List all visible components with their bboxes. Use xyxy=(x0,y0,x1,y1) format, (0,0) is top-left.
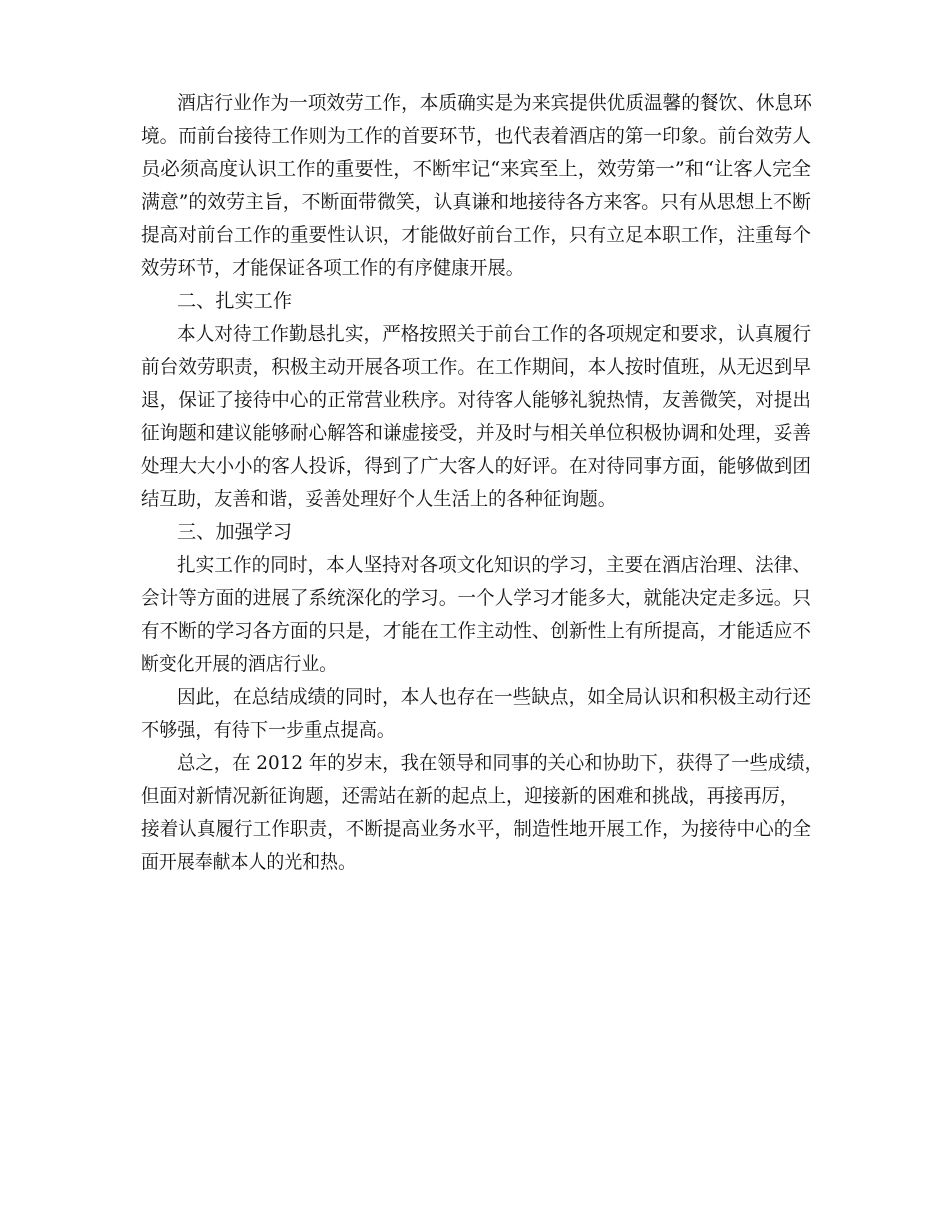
line-text: 员必须高度认识工作的重要性，不断牢记“来宾至上，效劳第一”和“让客人完全 xyxy=(141,158,812,180)
line-text: 不够强，有待下一步重点提高。 xyxy=(141,719,395,741)
text-line xyxy=(0,187,950,217)
line-text: 因此，在总结成绩的同时，本人也存在一些缺点，如全局认识和积极主动行还 xyxy=(177,686,811,708)
text-line xyxy=(0,88,950,118)
text-line xyxy=(0,121,950,151)
line-text: 总之，在 2012 年的岁末，我在领导和同事的关心和协助下，获得了一些成绩， xyxy=(177,752,823,774)
line-text: 满意”的效劳主旨，不断面带微笑，认真谦和地接待各方来客。只有从思想上不断 xyxy=(141,191,811,213)
text-line xyxy=(0,550,950,580)
text-line xyxy=(0,682,950,712)
line-text: 效劳环节，才能保证各项工作的有序健康开展。 xyxy=(141,257,525,279)
line-text: 扎实工作的同时，本人坚持对各项文化知识的学习，主要在酒店治理、法律、 xyxy=(177,554,811,576)
heading-text: 二、扎实工作 xyxy=(177,290,292,312)
text-line xyxy=(0,220,950,250)
line-text: 酒店行业作为一项效劳工作，本质确实是为来宾提供优质温馨的餐饮、休息环 xyxy=(177,92,812,114)
text-line xyxy=(0,418,950,448)
text-line xyxy=(0,385,950,415)
heading-text: 三、加强学习 xyxy=(177,521,292,543)
line-text: 有不断的学习各方面的只是，才能在工作主动性、创新性上有所提高，才能适应不 xyxy=(141,620,811,642)
text-line xyxy=(0,748,950,778)
line-text: 面开展奉献本人的光和热。 xyxy=(141,851,356,873)
text-line xyxy=(0,253,950,283)
text-line xyxy=(0,484,950,514)
line-text: 提高对前台工作的重要性认识，才能做好前台工作，只有立足本职工作，注重每个 xyxy=(141,224,811,246)
line-text: 接着认真履行工作职责，不断提高业务水平，制造性地开展工作，为接待中心的全 xyxy=(141,818,811,840)
line-text: 征询题和建议能够耐心解答和谦虚接受，并及时与相关单位积极协调和处理，妥善 xyxy=(141,422,811,444)
line-text: 退，保证了接待中心的正常营业秩序。对待客人能够礼貌热情，友善微笑，对提出 xyxy=(141,389,811,411)
line-text: 结互助，友善和谐，妥善处理好个人生活上的各种征询题。 xyxy=(141,488,616,510)
line-text: 但面对新情况新征询题，还需站在新的起点上，迎接新的困难和挑战，再接再厉， xyxy=(141,785,798,807)
text-line xyxy=(0,451,950,481)
text-line xyxy=(0,319,950,349)
line-text: 处理大大小小的客人投诉，得到了广大客人的好评。在对待同事方面，能够做到团 xyxy=(141,455,811,477)
line-text: 本人对待工作勤恳扎实，严格按照关于前台工作的各项规定和要求，认真履行 xyxy=(177,323,811,345)
line-text: 会计等方面的进展了系统深化的学习。一个人学习才能多大，就能决定走多远。只 xyxy=(141,587,811,609)
text-line xyxy=(0,352,950,382)
line-text: 前台效劳职责，积极主动开展各项工作。在工作期间，本人按时值班，从无迟到早 xyxy=(141,356,811,378)
text-line xyxy=(0,847,950,877)
text-line xyxy=(0,616,950,646)
text-line xyxy=(0,781,950,811)
line-text: 境。而前台接待工作则为工作的首要环节，也代表着酒店的第一印象。前台效劳人 xyxy=(141,125,811,147)
text-line xyxy=(0,154,950,184)
line-text: 断变化开展的酒店行业。 xyxy=(141,653,337,675)
section-heading xyxy=(0,517,950,547)
text-line xyxy=(0,814,950,844)
text-line xyxy=(0,715,950,745)
section-heading xyxy=(0,286,950,316)
text-line xyxy=(0,649,950,679)
text-line xyxy=(0,583,950,613)
